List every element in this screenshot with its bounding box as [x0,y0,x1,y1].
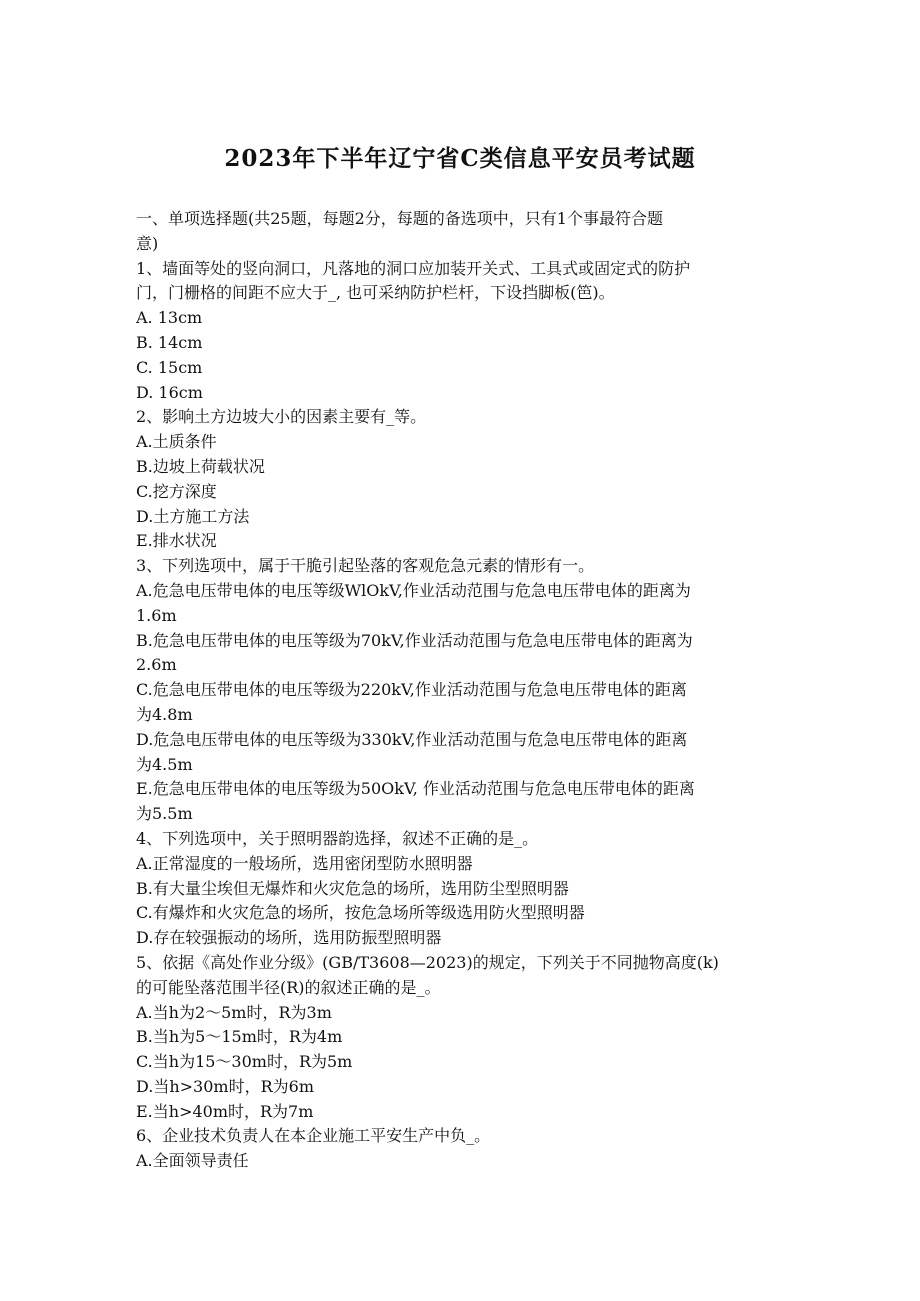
text-line: D.危急电压带电体的电压等级为330kV,作业活动范围与危急电压带电体的距离 [136,729,688,749]
text-line: E.危急电压带电体的电压等级为50OkV, 作业活动范围与危急电压带电体的距离 [136,779,695,799]
text-line: 2.6m [136,655,177,675]
text-line: 意) [136,233,159,253]
text-line: A.危急电压带电体的电压等级WlOkV,作业活动范围与危急电压带电体的距离为 [136,580,691,600]
text-line: B.边坡上荷载状况 [136,456,265,476]
text-line: B.危急电压带电体的电压等级为70kV,作业活动范围与危急电压带电体的距离为 [136,630,693,650]
text-line: 为4.8m [136,704,193,724]
text-line: 1、墙面等处的竖向洞口，凡落地的洞口应加装开关式、工具式或固定式的防护 [136,258,691,278]
text-line: 6、企业技术负责人在本企业施工平安生产中负_。 [136,1126,491,1146]
text-line: D.当h>30m时，R为6m [136,1076,314,1096]
text-line: 1.6m [136,605,177,625]
text-line: A. 13cm [136,308,203,328]
text-line: C.挖方深度 [136,481,217,501]
text-line: C.当h为15～30m时，R为5m [136,1052,353,1072]
text-line: A.当h为2～5m时，R为3m [136,1002,332,1022]
text-line: 3、下列选项中，属于干脆引起坠落的客观危急元素的情形有一。 [136,556,595,576]
text-line: 的可能坠落范围半径(R)的叙述正确的是_。 [136,977,441,997]
text-line: D. 16cm [136,382,203,402]
text-line: D.存在较强振动的场所，选用防振型照明器 [136,928,442,948]
text-line: A.土质条件 [136,432,217,452]
document-body [136,207,796,1174]
text-line: 一、单项选择题(共25题，每题2分，每题的备选项中，只有1个事最符合题 [136,209,663,228]
text-line: 5、依据《高处作业分级》(GB/T3608—2023)的规定，下列关于不同抛物高度(k) [136,952,719,972]
text-line: B.当h为5～15m时，R为4m [136,1027,343,1047]
text-line: 门，门栅格的间距不应大于_, 也可采纳防护栏杆，下设挡脚板(笆)。 [136,283,615,303]
text-line: 4、下列选项中，关于照明器韵选择，叙述不正确的是_。 [136,828,539,848]
text-line: C.危急电压带电体的电压等级为220kV,作业活动范围与危急电压带电体的距离 [136,680,687,700]
text-line: C.有爆炸和火灾危急的场所，按危急场所等级选用防火型照明器 [136,903,585,923]
text-line: E.当h>40m时，R为7m [136,1101,314,1121]
text-line: B.有大量尘埃但无爆炸和火灾危急的场所，选用防尘型照明器 [136,878,569,898]
text-line: 为4.5m [136,754,193,774]
text-line: 2、影响土方边坡大小的因素主要有_等。 [136,407,427,427]
text-line: A.正常湿度的一般场所，选用密闭型防水照明器 [136,853,473,873]
text-line: D.土方施工方法 [136,506,250,526]
text-line: A.全面领导责任 [136,1151,249,1171]
text-line: E.排水状况 [136,531,217,551]
text-line: 为5.5m [136,804,193,824]
document-title: 2023年下半年辽宁省C类信息平安员考试题 [224,145,696,172]
text-line: C. 15cm [136,357,203,377]
text-line: B. 14cm [136,332,203,352]
